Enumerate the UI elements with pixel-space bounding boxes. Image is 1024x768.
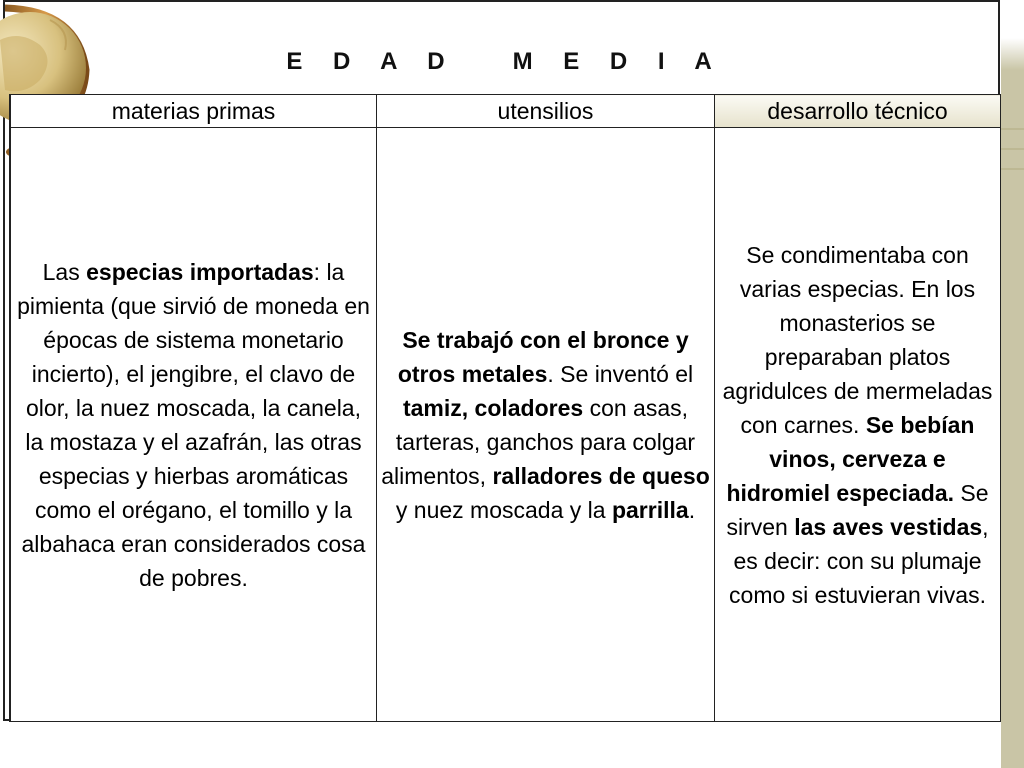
text-run: , es decir: con su plumaje como si estuvieran vivas. xyxy=(729,513,989,608)
rich-text xyxy=(377,323,714,527)
title-part-1: E D A D xyxy=(286,48,457,75)
right-decorative-band xyxy=(1001,0,1024,768)
cell-desarrollo-tecnico xyxy=(715,128,1001,722)
bold-text-run: parrilla xyxy=(611,496,689,523)
text-run: con asas, tarteras, ganchos para colgar alimentos, xyxy=(381,394,696,489)
text-run: . Se inventó el xyxy=(547,360,694,387)
rich-text xyxy=(11,255,376,595)
text-run: y nuez moscada y la xyxy=(395,496,612,523)
text-run: Se condimentaba con varias especias. En los monasterios se preparaban platos agridulces de mermeladas con carnes. xyxy=(722,241,993,438)
title-part-2: M E D I A xyxy=(512,48,724,75)
bold-text-run: tamiz, coladores xyxy=(402,394,584,421)
page-title xyxy=(10,48,1000,76)
header-row xyxy=(11,95,1001,128)
band-stripe xyxy=(1001,168,1024,170)
band-stripe xyxy=(1001,128,1024,130)
content-table xyxy=(10,94,1001,722)
text-run: Las xyxy=(42,258,87,285)
bold-text-run: ralladores de queso xyxy=(492,462,710,489)
text-run: Se sirven xyxy=(726,479,989,540)
cell-utensilios xyxy=(377,128,715,722)
rich-text xyxy=(715,238,1000,612)
header-utensilios: utensilios xyxy=(377,95,715,128)
text-run: . xyxy=(688,496,696,523)
bold-text-run: las aves vestidas xyxy=(794,513,983,540)
bold-text-run: especias importadas xyxy=(86,258,314,285)
cell-materias-primas xyxy=(11,128,377,722)
text-run: : la pimienta (que sirvió de moneda en épocas de sistema monetario incierto), el jengibre, el clavo de olor, la nuez moscada, la canela, la mostaza y el azafrán, las otras especias y hierbas aromáticas como el orégano, el tomillo y la albahaca eran considerados cosa de pobres. xyxy=(17,258,370,591)
content-row xyxy=(11,128,1001,722)
header-desarrollo-tecnico: desarrollo técnico xyxy=(715,95,1001,128)
bold-text-run: Se trabajó con el bronce y otros metales xyxy=(397,326,689,387)
header-materias-primas: materias primas xyxy=(11,95,377,128)
left-stripe xyxy=(3,94,10,722)
bold-text-run: Se bebían vinos, cerveza e hidromiel especiada. xyxy=(726,411,975,506)
band-stripe xyxy=(1001,148,1024,150)
